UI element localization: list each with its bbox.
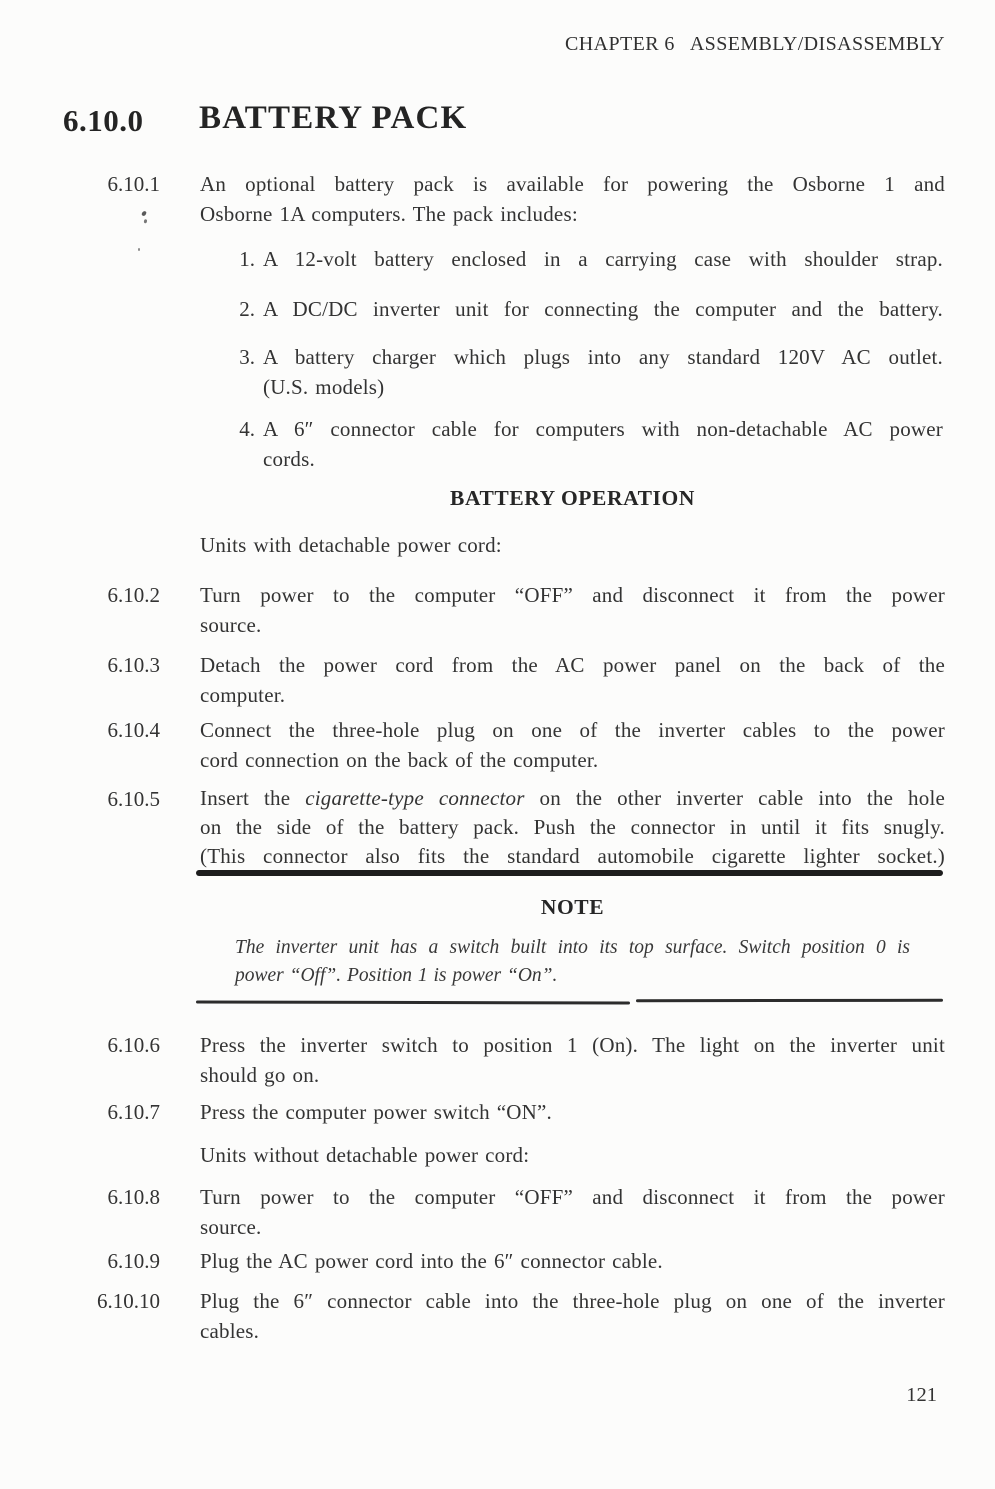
list-item-number: 3. xyxy=(239,345,255,369)
text-line: cables. xyxy=(200,1319,260,1343)
step-text xyxy=(200,1097,945,1127)
units-without-label: Units without detachable power cord: xyxy=(200,1143,530,1167)
text-line: The inverter unit has a switch built into its top surface. Switch position 0 is xyxy=(235,937,910,958)
text-line: Plug the AC power cord into the 6″ connector cable. xyxy=(200,1249,663,1273)
text-line: Turn power to the computer “OFF” and disconnect it from the power xyxy=(200,1185,945,1209)
step-number: 6.10.6 xyxy=(107,1033,160,1057)
list-item-number: 4. xyxy=(239,417,255,441)
text-line: A 6″ connector cable for computers with non-detachable AC power xyxy=(263,417,943,441)
text-line: (This connector also fits the standard automobile cigarette lighter socket.) xyxy=(200,844,945,868)
step-text xyxy=(200,715,945,775)
text-line: Detach the power cord from the AC power panel on the back of the xyxy=(200,653,945,677)
text-line: Osborne 1A computers. The pack includes: xyxy=(200,202,578,226)
text-line: A DC/DC inverter unit for connecting the computer and the battery. xyxy=(263,297,943,321)
step-text xyxy=(200,1246,945,1276)
list-item xyxy=(263,414,943,474)
list-item xyxy=(263,342,943,402)
step-number: 6.10.10 xyxy=(97,1289,160,1313)
chapter-header: CHAPTER 6 ASSEMBLY/DISASSEMBLY xyxy=(565,33,945,55)
text-line: source. xyxy=(200,613,262,637)
divider-rule-bottom xyxy=(196,1001,630,1005)
text-line: A 12-volt battery enclosed in a carrying case with shoulder strap. xyxy=(263,247,943,271)
step-number: 6.10.7 xyxy=(107,1100,160,1124)
list-item-number: 2. xyxy=(239,297,255,321)
text-line: Press the inverter switch to position 1 (On). The light on the inverter unit xyxy=(200,1033,945,1057)
text-line: power “Off”. Position 1 is power “On”. xyxy=(235,965,558,986)
step-number: 6.10.3 xyxy=(107,653,160,677)
paragraph-number: 6.10.1 xyxy=(107,172,160,196)
text-line: A battery charger which plugs into any standard 120V AC outlet. xyxy=(263,345,943,369)
step-number: 6.10.8 xyxy=(107,1185,160,1209)
paragraph-text xyxy=(200,169,945,229)
scan-artifact xyxy=(141,210,147,216)
battery-operation-heading: BATTERY OPERATION xyxy=(450,486,695,510)
units-with-label: Units with detachable power cord: xyxy=(200,533,502,557)
text-line: source. xyxy=(200,1215,262,1239)
list-item xyxy=(263,294,943,324)
step-text xyxy=(200,1286,945,1346)
list-item-number: 1. xyxy=(239,247,255,271)
step-number: 6.10.2 xyxy=(107,583,160,607)
note-text xyxy=(235,934,910,990)
divider-rule-top xyxy=(196,870,943,876)
text-line: Turn power to the computer “OFF” and disconnect it from the power xyxy=(200,583,945,607)
text-line: Connect the three-hole plug on one of the inverter cables to the power xyxy=(200,718,945,742)
step-number: 6.10.9 xyxy=(107,1249,160,1273)
text-line: cords. xyxy=(263,447,315,471)
text-line: Press the computer power switch “ON”. xyxy=(200,1100,552,1124)
text-line: An optional battery pack is available for powering the Osborne 1 and xyxy=(200,172,945,196)
italic-phrase: cigarette-type connector xyxy=(305,786,525,810)
step-text xyxy=(200,580,945,640)
step-text xyxy=(200,650,945,710)
step-number: 6.10.4 xyxy=(107,718,160,742)
scan-artifact xyxy=(138,248,140,251)
divider-rule-bottom xyxy=(636,999,943,1002)
section-title: BATTERY PACK xyxy=(199,100,468,136)
list-item xyxy=(263,244,943,274)
text-line: Plug the 6″ connector cable into the three-hole plug on one of the inverter xyxy=(200,1289,945,1313)
text-line: should go on. xyxy=(200,1063,320,1087)
section-title-number: 6.10.0 xyxy=(63,103,144,138)
page-number: 121 xyxy=(906,1384,937,1406)
text-line: cord connection on the back of the computer. xyxy=(200,748,599,772)
step-text xyxy=(200,784,945,871)
text-line: (U.S. models) xyxy=(263,375,385,399)
step-text xyxy=(200,1182,945,1242)
text-line: computer. xyxy=(200,683,286,707)
step-text xyxy=(200,1030,945,1090)
step-number: 6.10.5 xyxy=(107,787,160,811)
text-line: on the side of the battery pack. Push the connector in until it fits snugly. xyxy=(200,815,945,839)
note-heading: NOTE xyxy=(540,895,605,919)
text-line: Insert the cigarette-type connector on the other inverter cable into the hole xyxy=(200,786,946,810)
